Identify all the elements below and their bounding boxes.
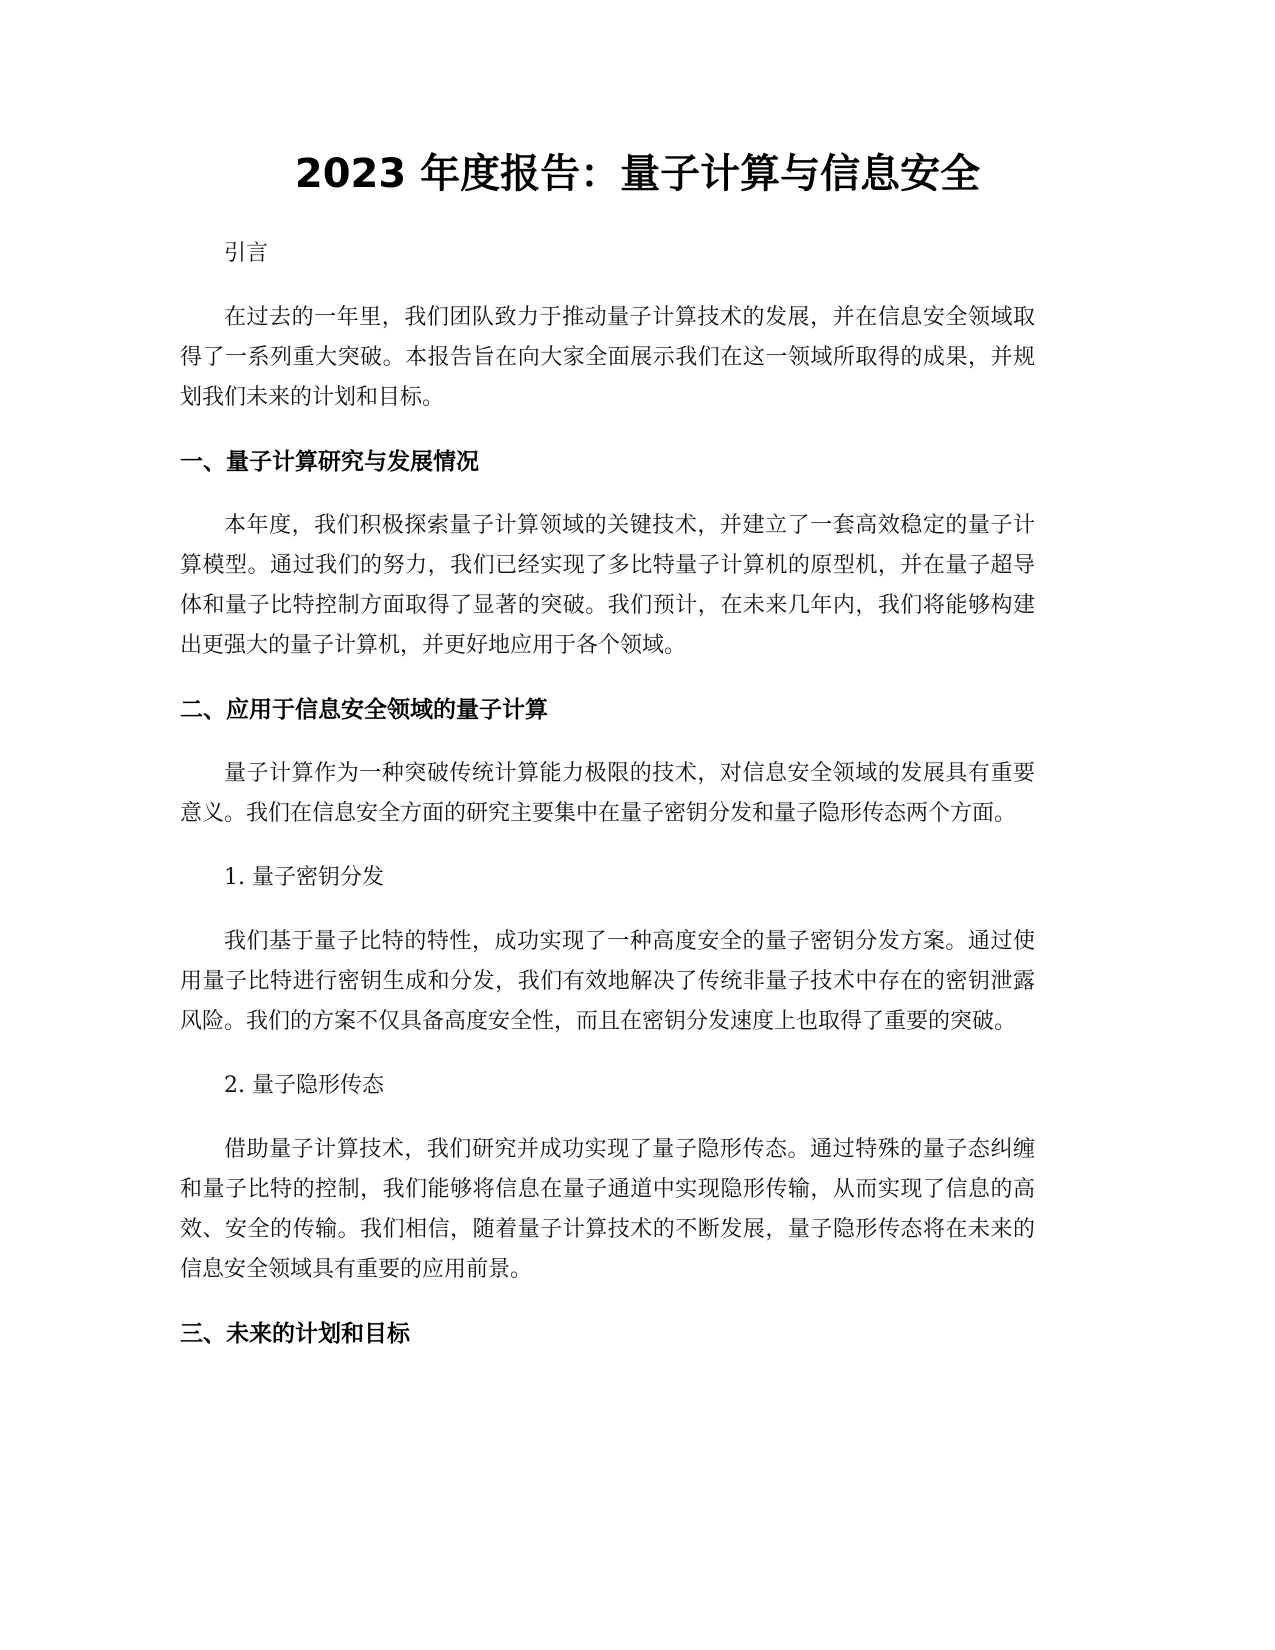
list-item-1-paragraph: 我们基于量子比特的特性，成功实现了一种高度安全的量子密钥分发方案。通过使用量子比特进行密钥生成和分发，我们有效地解决了传统非量子技术中存在的密钥泄露风险。我们的方案不仅具备高度安全性，而且在密钥分发速度上也取得了重要的突破。 (180, 929, 1035, 1034)
section-1-paragraph: 本年度，我们积极探索量子计算领域的关键技术，并建立了一套高效稳定的量子计算模型。通过我们的努力，我们已经实现了多比特量子计算机的原型机，并在量子超导体和量子比特控制方面取得了显著的突破。我们预计，在未来几年内，我们将能够构建出更强大的量子计算机，并更好地应用于各个领域。 (180, 513, 1035, 658)
intro-paragraph: 在过去的一年里，我们团队致力于推动量子计算技术的发展，并在信息安全领域取得了一系列重大突破。本报告旨在向大家全面展示我们在这一领域所取得的成果，并规划我们未来的计划和目标。 (180, 305, 1035, 410)
section-1-heading: 一、量子计算研究与发展情况 (180, 449, 479, 475)
document-body (180, 234, 1035, 1378)
intro-heading: 引言 (224, 241, 269, 266)
list-item-1-label: 1. 量子密钥分发 (224, 865, 384, 890)
section-3-heading: 三、未来的计划和目标 (180, 1321, 410, 1347)
list-item-2-paragraph: 借助量子计算技术，我们研究并成功实现了量子隐形传态。通过特殊的量子态纠缠和量子比特的控制，我们能够将信息在量子通道中实现隐形传输，从而实现了信息的高效、安全的传输。我们相信，随着量子计算技术的不断发展，量子隐形传态将在未来的信息安全领域具有重要的应用前景。 (180, 1137, 1035, 1282)
section-2-paragraph: 量子计算作为一种突破传统计算能力极限的技术，对信息安全领域的发展具有重要意义。我们在信息安全方面的研究主要集中在量子密钥分发和量子隐形传态两个方面。 (180, 761, 1035, 826)
section-2-heading: 二、应用于信息安全领域的量子计算 (180, 697, 548, 723)
document-title: 2023 年度报告：量子计算与信息安全 (294, 151, 981, 197)
list-item-2-label: 2. 量子隐形传态 (224, 1073, 384, 1098)
